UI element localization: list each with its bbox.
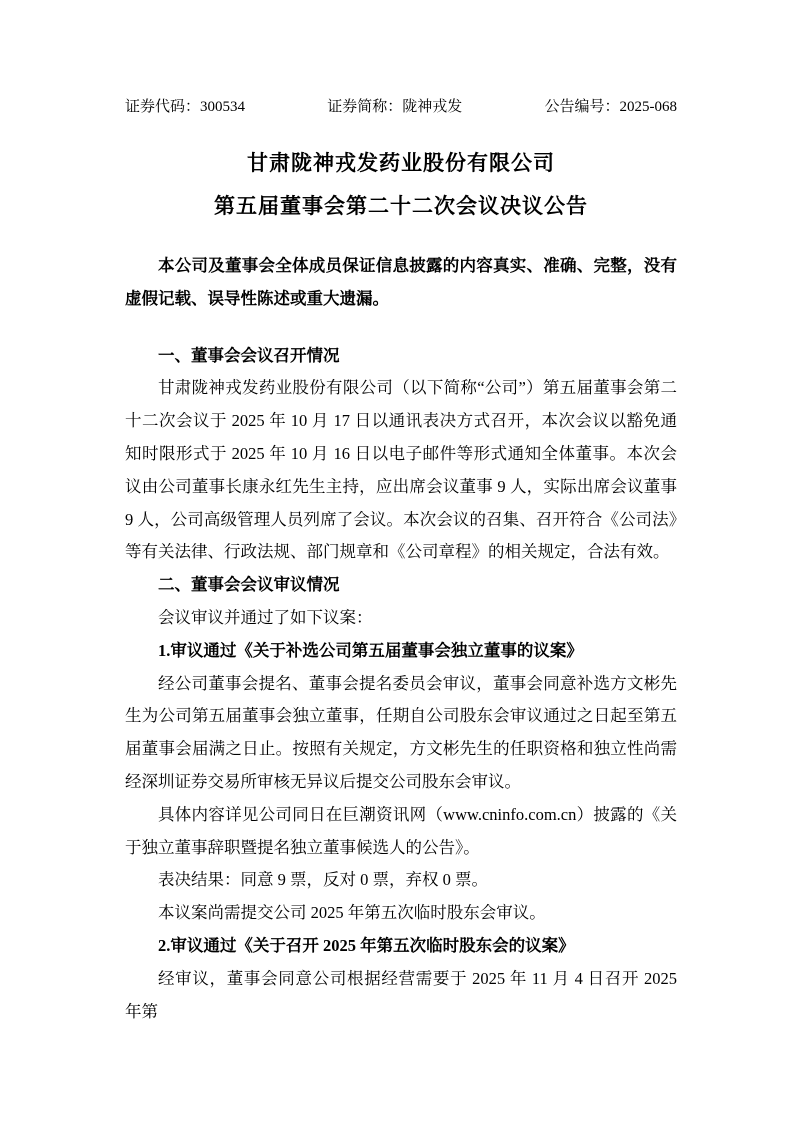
stock-short-name: 证券简称：陇神戎发 xyxy=(327,99,463,115)
resolution-1-note: 本议案尚需提交公司 2025 年第五次临时股东会审议。 xyxy=(158,903,546,923)
section-1-body: 甘肃陇神戎发药业股份有限公司（以下简称“公司”）第五届董事会第二十二次会议于 2025 年 10 月 17 日以通讯表决方式召开，本次会议以豁免通知时限形式于 2025 年 10 月 16 日以电子邮件等形式通知全体董事。本次会议由公司董事长康永红先生主持，应出席会议董事 9 人，实际出席会议董事 9 人，公司高级管理人员列席了会议。本次会议的召集、召开符合《公司法》等有关法律、行政法规、部门规章和《公司章程》的相关规定，合法有效。 xyxy=(125,378,677,562)
section-2-intro: 会议审议并通过了如下议案： xyxy=(158,607,373,627)
resolution-2-title: 2.审议通过《关于召开 2025 年第五次临时股东会的议案》 xyxy=(158,935,575,955)
resolution-2-body: 经审议，董事会同意公司根据经营需要于 2025 年 11 月 4 日召开 2025 年第 xyxy=(125,968,677,1021)
stock-code: 证券代码：300534 xyxy=(125,99,246,115)
company-name-title: 甘肃陇神戎发药业股份有限公司 xyxy=(247,151,555,175)
section-1-heading: 一、董事会会议召开情况 xyxy=(158,345,340,365)
resolution-1-disclosure: 具体内容详见公司同日在巨潮资讯网（www.cninfo.com.cn）披露的《关于独立董事辞职暨提名独立董事候选人的公告》。 xyxy=(125,804,677,857)
announcement-title: 第五届董事会第二十二次会议决议公告 xyxy=(214,194,588,218)
resolution-1-body: 经公司董事会提名、董事会提名委员会审议，董事会同意补选方文彬先生为公司第五届董事会独立董事，任期自公司股东会审议通过之日起至第五届董事会届满之日止。按照有关规定，方文彬先生的任职资格和独立性尚需经深圳证券交易所审核无异议后提交公司股东会审议。 xyxy=(125,673,677,791)
disclaimer-paragraph: 本公司及董事会全体成员保证信息披露的内容真实、准确、完整，没有虚假记载、误导性陈述或重大遗漏。 xyxy=(125,256,677,308)
section-2-heading: 二、董事会会议审议情况 xyxy=(158,575,340,595)
header-meta-row xyxy=(125,96,677,118)
announcement-number: 公告编号：2025-068 xyxy=(544,99,677,115)
resolution-1-title: 1.审议通过《关于补选公司第五届董事会独立董事的议案》 xyxy=(158,640,583,660)
document-body xyxy=(125,250,677,1028)
title-block xyxy=(125,142,677,228)
resolution-1-vote-result: 表决结果：同意 9 票，反对 0 票，弃权 0 票。 xyxy=(158,870,488,890)
